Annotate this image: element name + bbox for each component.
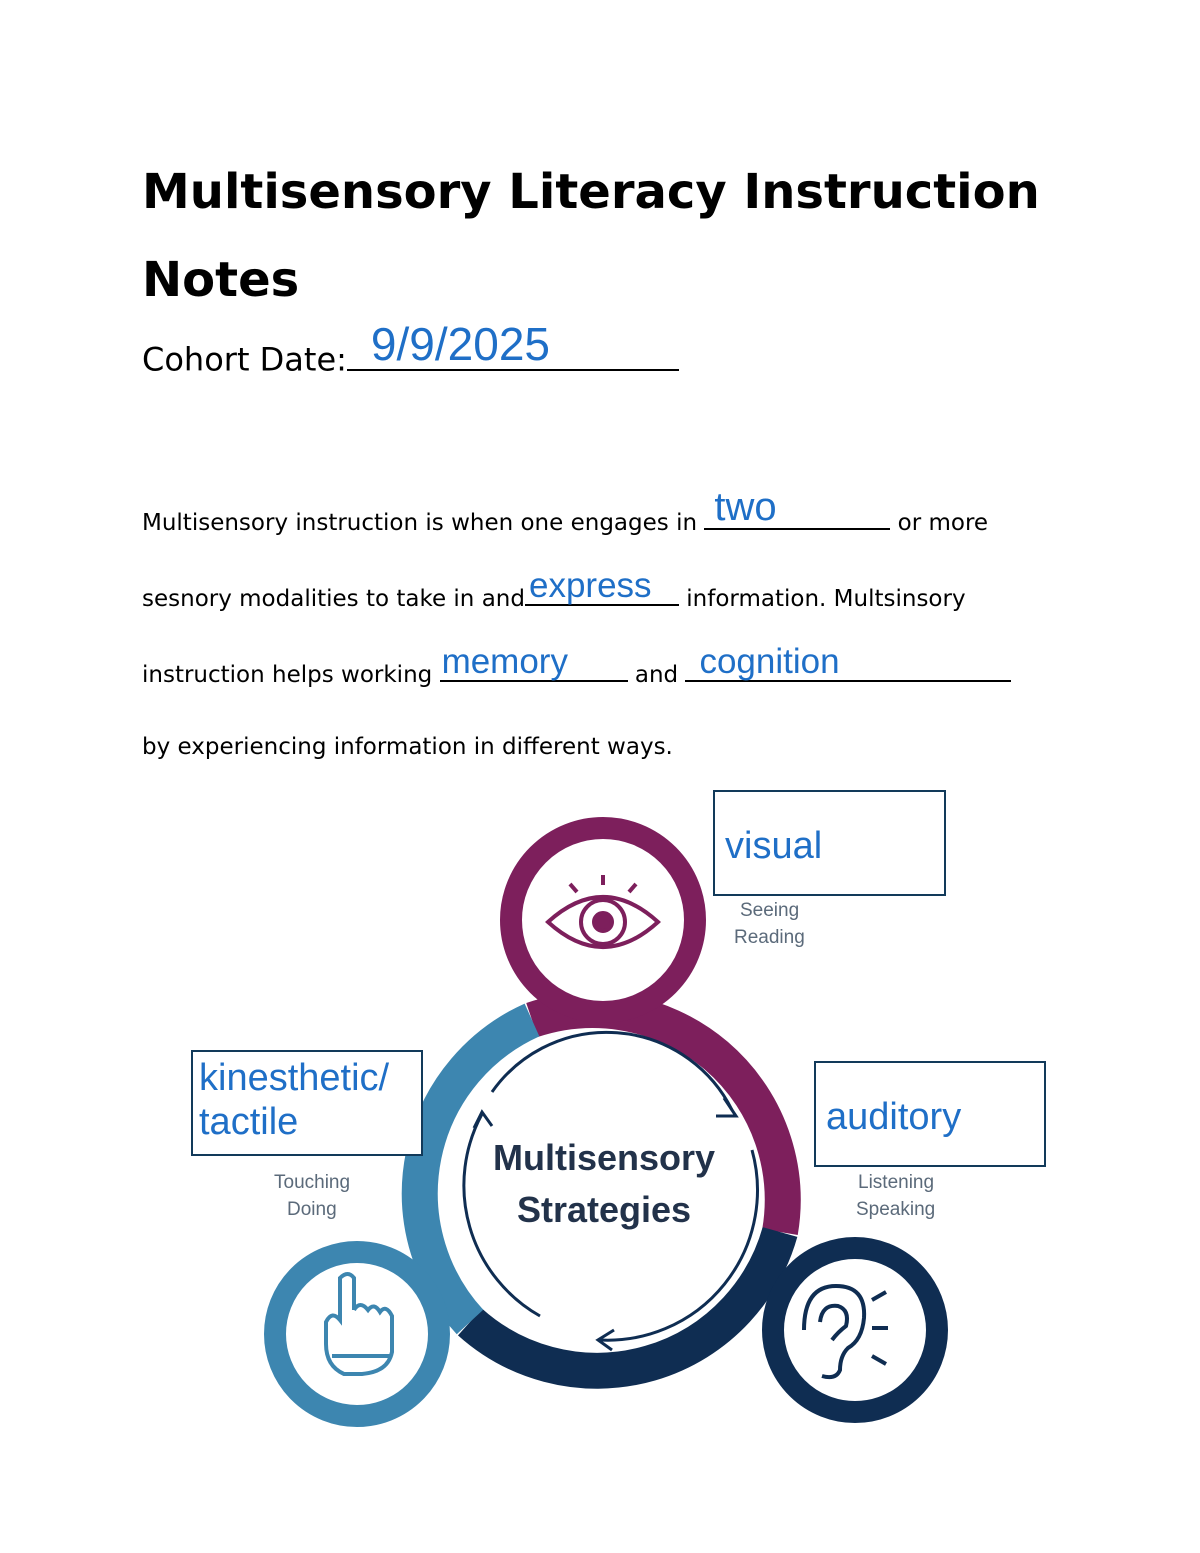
blank-2-value: express	[528, 566, 652, 606]
auditory-circle	[773, 1248, 937, 1412]
visual-caption-1: Seeing	[740, 900, 800, 921]
text: instruction helps working	[142, 662, 440, 689]
text: and	[627, 662, 686, 689]
paragraph-line-4: by experiencing information in different ways.	[142, 734, 673, 760]
blank-4-value: cognition	[699, 642, 840, 682]
visual-answer: visual	[725, 825, 823, 867]
auditory-caption-1: Listening	[858, 1172, 935, 1193]
kinesthetic-circle	[275, 1252, 439, 1416]
center-label-line-1: Multisensory	[492, 1137, 716, 1178]
visual-answer-box[interactable]	[713, 790, 946, 896]
visual-caption-2: Reading	[734, 927, 805, 948]
text: sesnory modalities to take in and	[142, 586, 525, 613]
text: information. Multsinsory	[678, 586, 966, 613]
text: Multisensory instruction is when one engages in	[142, 510, 705, 537]
kinesthetic-answer-line-1: kinesthetic/	[199, 1057, 390, 1099]
cohort-date-value: 9/9/2025	[370, 317, 550, 370]
kinesthetic-caption-2: Doing	[287, 1199, 337, 1220]
blank-1-value: two	[714, 485, 777, 530]
text: or more	[890, 510, 989, 537]
center-label-line-2: Strategies	[516, 1189, 692, 1230]
cohort-date-label: Cohort Date:	[142, 340, 347, 379]
auditory-answer-box[interactable]	[814, 1061, 1046, 1167]
kinesthetic-answer-box[interactable]	[191, 1050, 423, 1156]
auditory-answer: auditory	[826, 1096, 962, 1138]
page-title: Multisensory Literacy Instruction Notes	[142, 164, 1040, 308]
kinesthetic-answer-line-2: tactile	[199, 1101, 299, 1143]
blank-3-value: memory	[441, 642, 568, 682]
kinesthetic-caption-1: Touching	[274, 1172, 351, 1193]
auditory-caption-2: Speaking	[856, 1199, 936, 1220]
